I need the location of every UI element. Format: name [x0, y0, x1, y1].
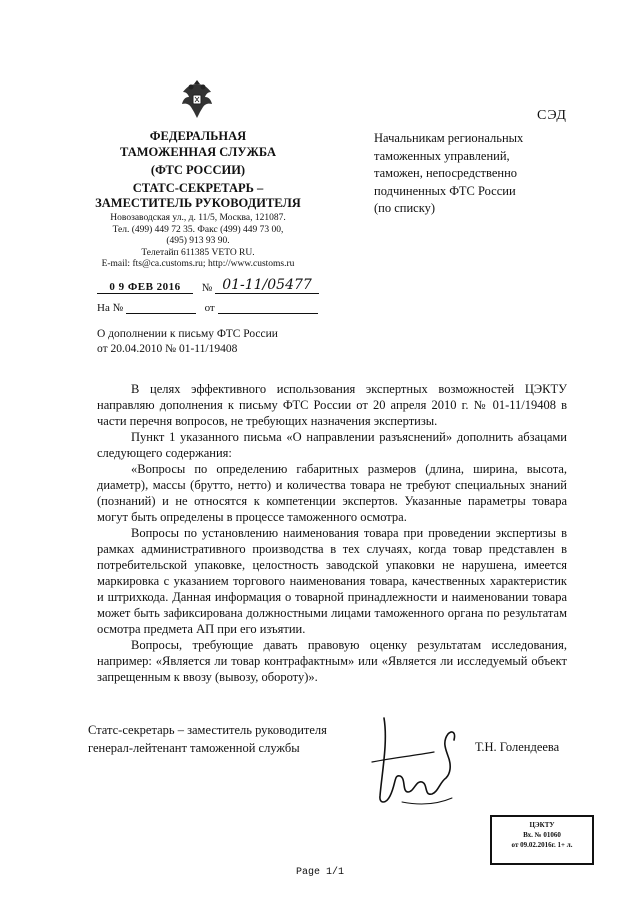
body-paragraph-3: «Вопросы по определению габаритных размеров (длина, ширина, высота, диаметр), массы (брутто, нетто) и количества товара не требуют специальных знаний (познаний) и не относятся к компетенции экспертов. Указанные параметры товара могут быть определены в процессе таможенного осмотра. — [97, 462, 567, 524]
reply-label: На № — [97, 302, 124, 314]
address-line: Новозаводская ул., д. 11/5, Москва, 121087. — [110, 213, 286, 223]
stamp-incoming-number: Вх. № 01060 — [523, 831, 561, 839]
subject-line: О дополнении к письму ФТС России — [97, 328, 278, 340]
subject-line: от 20.04.2010 № 01-11/19408 — [97, 343, 238, 355]
sed-mark: СЭД — [537, 108, 567, 123]
email-line: E-mail: fts@ca.customs.ru; http://www.customs.ru — [101, 259, 295, 269]
registration-number: 01-11/05477 — [215, 277, 319, 294]
position-line1: СТАТС-СЕКРЕТАРЬ – — [132, 181, 264, 195]
signatory-title-line: Статс-секретарь – заместитель руководителя — [88, 723, 327, 737]
body-paragraph-1: В целях эффективного использования экспертных возможностей ЦЭКТУ направляю дополнения к письму ФТС России от 20 апреля 2010 г. № 01-11/19408 в части перечня вопросов, не требующих назначения экспертизы. — [97, 382, 567, 428]
signatory-rank-line: генерал-лейтенант таможенной службы — [88, 740, 300, 755]
reply-number-blank — [126, 313, 196, 314]
position-line2: ЗАМЕСТИТЕЛЬ РУКОВОДИТЕЛЯ — [95, 196, 301, 210]
body-paragraph-4: Вопросы по установлению наименования товара при проведении экспертизы в рамках административного производства в тех случаях, когда товар представлен в потребительской упаковке, целостность заводской упаковки не нарушена, имеется маркировка с указанием торгового наименования товара, качественных характеристик и штрихкода. Данная информация о товарной принадлежности и наименовании товара может быть зафиксирована должностными лицами таможенного органа по результатам осмотра предмета АП при его изъятии. — [97, 526, 567, 636]
recipient-line: подчиненных ФТС России — [374, 183, 516, 198]
org-name-line1: ФЕДЕРАЛЬНАЯ — [149, 129, 247, 143]
recipient-block — [374, 130, 584, 218]
from-label: от — [204, 302, 215, 314]
recipient-line: Начальникам региональных — [374, 131, 524, 145]
incoming-registration-stamp — [490, 815, 594, 865]
letter-body — [97, 381, 567, 685]
letter-subject — [97, 327, 327, 357]
phone-line: Тел. (499) 449 72 35. Факс (499) 449 73 00, — [112, 224, 284, 235]
reply-date-blank — [218, 313, 318, 314]
body-paragraph-5: Вопросы, требующие давать правовую оценку результатам исследования, например: «Является ли товар контрафактным» или «Является ли исследуемый объект запрещенным к ввозу (вывозу, обороту)». — [97, 638, 567, 684]
signatory-title — [88, 722, 327, 757]
signatory-name: Т.Н. Голендеева — [475, 740, 560, 754]
recipient-line: (по списку) — [374, 201, 436, 215]
org-name-line2: ТАМОЖЕННАЯ СЛУЖБА — [120, 145, 276, 159]
recipient-line: таможен, непосредственно — [374, 166, 518, 180]
reply-row — [97, 302, 318, 314]
page-number: Page 1/1 — [295, 867, 344, 878]
org-name-line3: (ФТС РОССИИ) — [150, 163, 246, 177]
number-label: № — [201, 282, 213, 294]
recipient-line: таможенных управлений, — [374, 148, 510, 163]
registration-date-row — [97, 277, 319, 294]
coat-of-arms-icon — [180, 78, 214, 120]
stamp-org: ЦЭКТУ — [529, 821, 555, 829]
org-address — [78, 213, 318, 271]
phone-line-2: (495) 913 93 90. — [166, 236, 230, 246]
stamp-date: от 09.02.2016г. 1+ л. — [511, 841, 573, 849]
registration-date: 0 9 ФЕВ 2016 — [97, 281, 193, 294]
teletype-line: Телетайп 611385 VETO RU. — [141, 247, 255, 258]
body-paragraph-2: Пункт 1 указанного письма «О направлении разъяснений» дополнить абзацами следующего содержания: — [97, 430, 567, 460]
handwritten-signature — [362, 712, 462, 810]
